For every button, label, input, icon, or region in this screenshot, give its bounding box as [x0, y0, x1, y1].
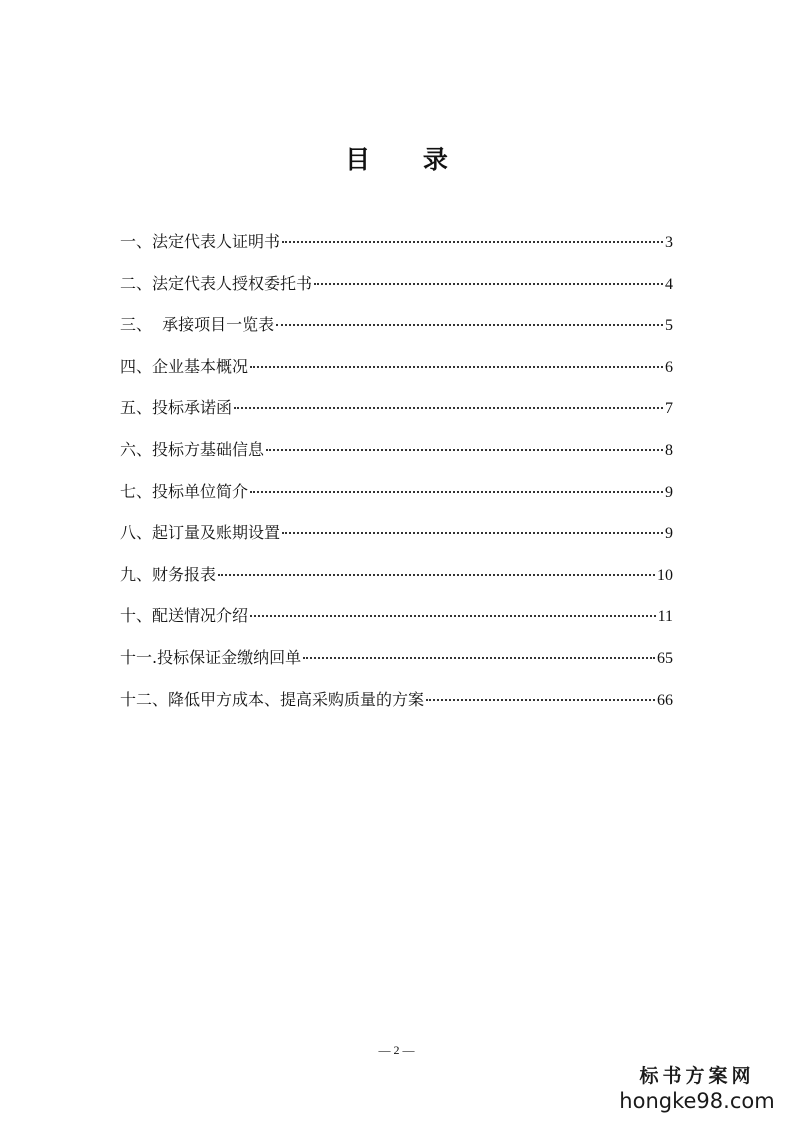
toc-entry-page: 9	[665, 525, 673, 543]
toc-leader-dots	[250, 615, 656, 617]
toc-leader-dots	[276, 324, 663, 326]
toc-leader-dots	[250, 366, 663, 368]
toc-leader-dots	[234, 407, 663, 409]
toc-leader-dots	[282, 532, 663, 534]
toc-entry-page: 6	[665, 358, 673, 376]
toc-entry[interactable]	[120, 312, 673, 354]
toc-entry[interactable]	[120, 645, 673, 687]
toc-entry-page: 66	[657, 691, 673, 709]
toc-entry-label: 九、财务报表	[120, 564, 217, 584]
toc-entry-label: 八、起订量及账期设置	[120, 523, 281, 543]
toc-leader-dots	[426, 699, 655, 701]
toc-entry-label: 十二、降低甲方成本、提高采购质量的方案	[120, 689, 425, 709]
toc-entry-page: 10	[657, 566, 673, 584]
page-number: — 2 —	[378, 1043, 415, 1057]
toc-entry-page: 11	[657, 608, 673, 626]
toc-entry-label: 一、法定代表人证明书	[120, 232, 281, 251]
toc-entry[interactable]	[120, 687, 673, 729]
toc-entry-page: 4	[665, 275, 673, 293]
toc-entry[interactable]	[120, 562, 673, 604]
toc-entry-page: 5	[665, 317, 673, 335]
toc-entry-label: 四、企业基本概况	[120, 356, 249, 376]
toc-entry[interactable]	[120, 479, 673, 521]
toc-entry[interactable]	[120, 229, 673, 271]
toc-entry-page: 7	[665, 400, 673, 418]
toc-leader-dots	[250, 491, 663, 493]
watermark-text-url: hongke98.com	[619, 1089, 775, 1113]
toc-entry-page: 8	[665, 441, 673, 459]
table-of-contents	[120, 229, 673, 728]
toc-entry-label: 十、配送情况介绍	[120, 606, 249, 626]
toc-entry[interactable]	[120, 437, 673, 479]
toc-leader-dots	[314, 283, 663, 285]
toc-entry[interactable]	[120, 271, 673, 313]
toc-leader-dots	[218, 574, 655, 576]
watermark-logo	[617, 1064, 777, 1114]
toc-entry[interactable]	[120, 603, 673, 645]
toc-leader-dots	[266, 449, 663, 451]
toc-entry-page: 65	[657, 649, 673, 667]
toc-entry[interactable]	[120, 520, 673, 562]
toc-entry-label: 三、 承接项目一览表	[120, 315, 275, 335]
toc-entry-label: 二、法定代表人授权委托书	[120, 273, 313, 293]
toc-entry[interactable]	[120, 395, 673, 437]
toc-entry-label: 六、投标方基础信息	[120, 439, 265, 459]
toc-entry-label: 五、投标承诺函	[120, 398, 233, 418]
toc-leader-dots	[282, 241, 663, 243]
toc-leader-dots	[303, 657, 655, 659]
toc-entry-label: 十一.投标保证金缴纳回单	[120, 647, 302, 667]
toc-entry[interactable]	[120, 354, 673, 396]
toc-entry-label: 七、投标单位简介	[120, 481, 249, 501]
toc-entry-page: 9	[665, 483, 673, 501]
watermark-text-cn: 标书方案网	[639, 1065, 755, 1087]
toc-entry-page: 3	[665, 234, 673, 251]
page-title: 目 录	[345, 145, 470, 174]
